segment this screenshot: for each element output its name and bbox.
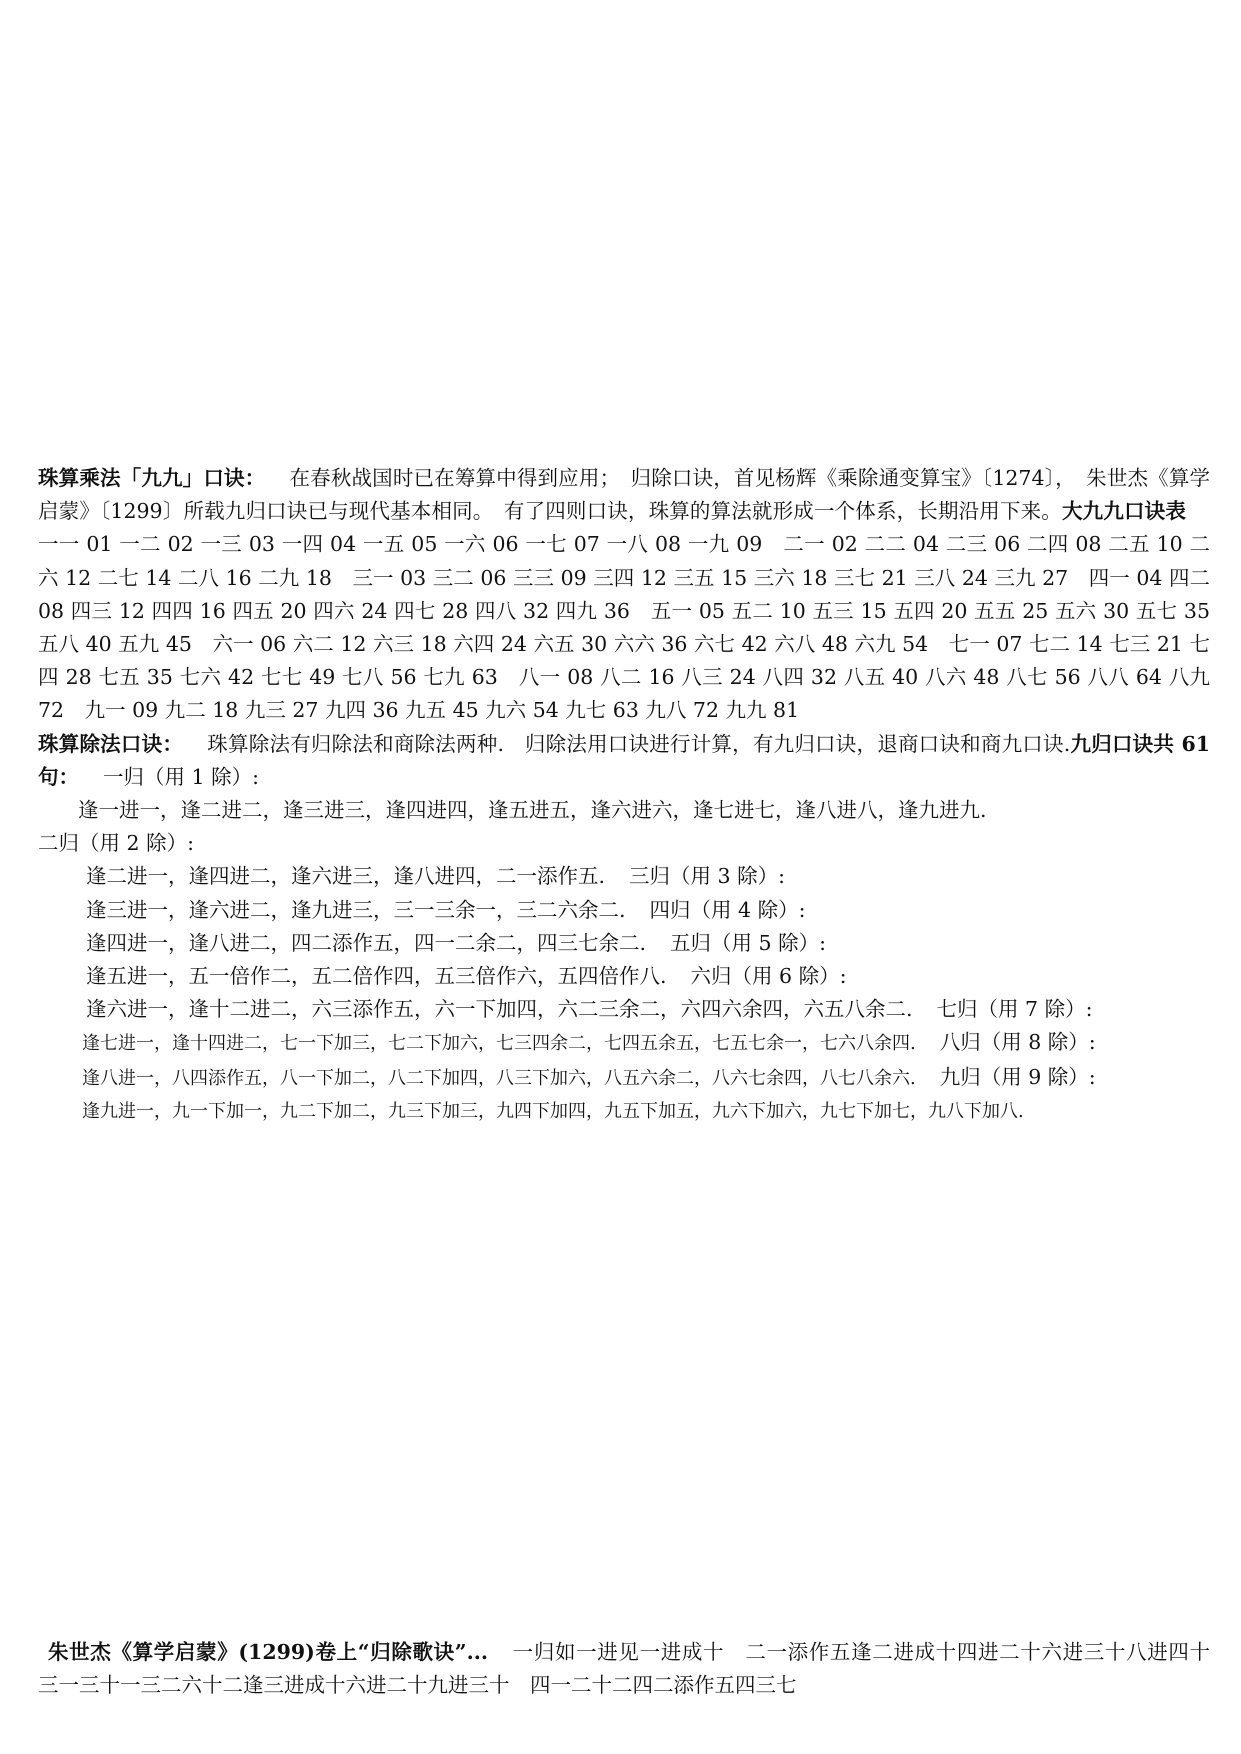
gui6-label: 六归（用 6 除）: <box>690 964 847 989</box>
div-text: 珠算除法有归除法和商除法两种. 归除法用口诀进行计算，有九归口诀，退商口诀和商九口诀. <box>207 731 1071 756</box>
gui8-paragraph <box>38 1061 1210 1095</box>
table-heading: 大九九口诀表 <box>1061 499 1187 524</box>
gui8-label: 八归（用 8 除）: <box>939 1030 1096 1055</box>
gui4-paragraph <box>38 927 1210 960</box>
mult-paragraph <box>38 462 1210 728</box>
bottom-heading: 朱世杰《算学启蒙》(1299)卷上“归除歌诀”... <box>48 1640 489 1664</box>
gui6-paragraph <box>38 993 1210 1026</box>
gui9-paragraph <box>38 1095 1210 1128</box>
gui9-label: 九归（用 9 除）: <box>939 1064 1096 1089</box>
gui5-label: 五归（用 5 除）: <box>670 930 826 955</box>
gui1-text: 逢一进一，逢二进二，逢三进三，逢四进四，逢五进五，逢六进六，逢七进七，逢八进八，逢九进九. <box>78 798 987 823</box>
div-heading: 珠算除法口诀： <box>38 731 184 756</box>
gui2-label-line <box>38 827 1210 860</box>
gui7-paragraph <box>38 1026 1210 1060</box>
gui4-text: 逢四进一，逢八进二，四二添作五，四一二余二，四三七余二. <box>86 930 647 955</box>
gui7-text: 逢七进一，逢十四进二，七一下加三，七二下加六，七三四余二，七四五余五，七五七余一，七六八余四. <box>82 1033 916 1055</box>
gui2-text: 逢二进一，逢四进二，逢六进三，逢八进四，二一添作五. <box>86 864 606 889</box>
gui7-label: 七归（用 7 除）: <box>936 997 1093 1022</box>
mult-text: 在春秋战国时已在筹算中得到应用； 归除口诀，首见杨辉《乘除通变算宝》〔1274〕， 朱世杰《算学启蒙》〔1299〕所载九归口诀已与现代基本相同。 有了四则口诀，珠算的算法就形成一个体系，长期沿用下来。 <box>38 466 1211 524</box>
main-text <box>38 462 1210 1128</box>
gui8-text: 逢八进一，八四添作五，八一下加二，八二下加四，八三下加六，八五六余二，八六七余四，八七八余六. <box>82 1067 916 1089</box>
gui5-text: 逢五进一，五一倍作二，五二倍作四，五三倍作六，五四倍作八. <box>86 964 667 989</box>
gui9-text: 逢九进一，九一下加一，九二下加二，九三下加三，九四下加四，九五下加五，九六下加六，九七下加七，九八下加八. <box>82 1100 1024 1122</box>
bottom-paragraph <box>38 1636 1231 1702</box>
div-sub-heading: 九归口诀共 61 句： <box>38 731 1211 789</box>
bottom-text <box>38 1636 1231 1702</box>
gui3-label: 三归（用 3 除）: <box>629 864 785 889</box>
gui6-text: 逢六进一，逢十二进二，六三添作五，六一下加四，六二三余二，六四六余四，六五八余二. <box>86 997 913 1022</box>
gui2-label: 二归（用 2 除）: <box>38 831 194 856</box>
gui3-text: 逢三进一，逢六进二，逢九进三，三一三余一，三二六余二. <box>86 897 626 922</box>
bottom-body: 一归如一进见一进成十 二一添作五逢二进成十四进二十六进三十八进四十 三一三十一三二六十二逢三进成十六进二十九进三十 四一二十二四二添作五四三七 <box>38 1640 1231 1698</box>
table-text: 一一 01 一二 02 一三 03 一四 04 一五 05 一六 06 一七 07 一八 08 一九 09 二一 02 二二 04 二三 06 二四 08 二五 10 二六 12 二七 14 二八 16 二九 18 三一 03 三二 06 三三 09 三四 12 三五 15 三六 18 三七 21 三八 24 三九 27 四一 04 四二 08 四三 12 四四 16 四五 20 四六 24 四七 28 四八 32 四九 36 五一 05 五二 10 五三 15 五四 20 五五 25 五六 30 五七 35 五八 40 五九 45 六一 06 六二 12 六三 18 六四 24 六五 30 六六 36 六七 42 六八 48 六九 54 七一 07 七二 14 七三 21 七四 28 七五 35 七六 42 七七 49 七八 56 七九 63 八一 08 八二 16 八三 24 八四 32 八五 40 八六 48 八七 56 八八 64 八九 72 九一 09 九二 18 九三 27 九四 36 九五 45 九六 54 九七 63 九八 72 九九 81 <box>38 532 1210 723</box>
gui1-label: 一归（用 1 除）: <box>103 764 259 789</box>
gui4-label: 四归（用 4 除）: <box>649 897 806 922</box>
gui5-paragraph <box>38 960 1210 993</box>
mult-heading: 珠算乘法「九九」口诀： <box>38 466 266 490</box>
gui1-paragraph <box>38 794 1210 827</box>
gui3-paragraph <box>38 894 1210 927</box>
gui2-paragraph <box>38 860 1210 893</box>
div-paragraph <box>38 728 1210 794</box>
